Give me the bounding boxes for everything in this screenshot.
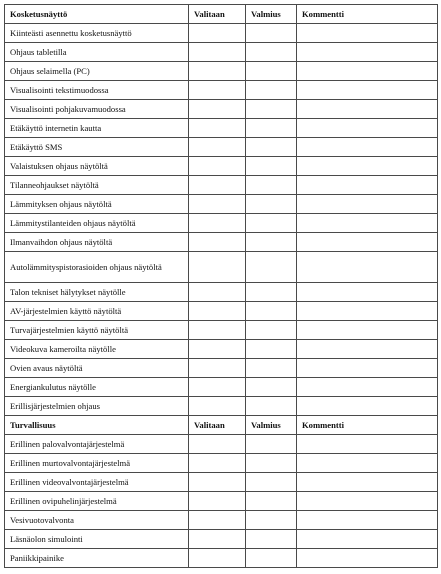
kommentti-cell[interactable] (297, 100, 438, 119)
valmius-cell[interactable] (246, 397, 297, 416)
feature-label-cell: Visualisointi pohjakuvamuodossa (5, 100, 189, 119)
valitaan-cell[interactable] (189, 62, 246, 81)
table-row (5, 195, 438, 214)
kommentti-cell[interactable] (297, 138, 438, 157)
valitaan-cell[interactable] (189, 176, 246, 195)
kommentti-cell[interactable] (297, 195, 438, 214)
valitaan-cell[interactable] (189, 397, 246, 416)
valmius-cell[interactable] (246, 195, 297, 214)
valitaan-cell[interactable] (189, 43, 246, 62)
valmius-cell[interactable] (246, 549, 297, 568)
table-row (5, 435, 438, 454)
valitaan-cell[interactable] (189, 138, 246, 157)
table-row (5, 157, 438, 176)
valmius-cell[interactable] (246, 302, 297, 321)
feature-label-cell: Kiinteästi asennettu kosketusnäyttö (5, 24, 189, 43)
feature-label-cell: Visualisointi tekstimuodossa (5, 81, 189, 100)
valmius-cell[interactable] (246, 138, 297, 157)
selection-form (4, 4, 437, 568)
valitaan-cell[interactable] (189, 302, 246, 321)
valitaan-cell[interactable] (189, 473, 246, 492)
table-row (5, 283, 438, 302)
valmius-cell[interactable] (246, 473, 297, 492)
feature-label-cell: Etäkäyttö SMS (5, 138, 189, 157)
kommentti-header-cell: Kommentti (297, 5, 438, 24)
valmius-cell[interactable] (246, 214, 297, 233)
table-row (5, 359, 438, 378)
section-title-cell: Turvallisuus (5, 416, 189, 435)
valitaan-cell[interactable] (189, 233, 246, 252)
valitaan-cell[interactable] (189, 511, 246, 530)
kommentti-cell[interactable] (297, 530, 438, 549)
table-row (5, 233, 438, 252)
feature-label-cell: Tilanneohjaukset näytöltä (5, 176, 189, 195)
feature-label-cell: Etäkäyttö internetin kautta (5, 119, 189, 138)
kommentti-cell[interactable] (297, 62, 438, 81)
section-header-row (5, 416, 438, 435)
table-row (5, 530, 438, 549)
feature-label-cell: Läsnäolon simulointi (5, 530, 189, 549)
feature-label-cell: Energiankulutus näytölle (5, 378, 189, 397)
valitaan-cell[interactable] (189, 195, 246, 214)
table-row (5, 492, 438, 511)
kommentti-cell[interactable] (297, 214, 438, 233)
feature-label-cell: Erillinen ovipuhelinjärjestelmä (5, 492, 189, 511)
valitaan-cell[interactable] (189, 252, 246, 283)
valmius-cell[interactable] (246, 492, 297, 511)
kommentti-cell[interactable] (297, 176, 438, 195)
valmius-cell[interactable] (246, 283, 297, 302)
kommentti-cell[interactable] (297, 473, 438, 492)
valmius-cell[interactable] (246, 81, 297, 100)
valitaan-header-cell: Valitaan (189, 416, 246, 435)
kommentti-cell[interactable] (297, 302, 438, 321)
table-row (5, 549, 438, 568)
feature-label-cell: Lämmityksen ohjaus näytöltä (5, 195, 189, 214)
table-row (5, 511, 438, 530)
valmius-cell[interactable] (246, 233, 297, 252)
feature-label-cell: Turvajärjestelmien käyttö näytöltä (5, 321, 189, 340)
valitaan-header-cell: Valitaan (189, 5, 246, 24)
valmius-header-cell: Valmius (246, 416, 297, 435)
valitaan-cell[interactable] (189, 549, 246, 568)
valitaan-cell[interactable] (189, 378, 246, 397)
table-row (5, 321, 438, 340)
table-row (5, 473, 438, 492)
table-row (5, 397, 438, 416)
kommentti-cell[interactable] (297, 340, 438, 359)
kommentti-cell[interactable] (297, 43, 438, 62)
table-row (5, 62, 438, 81)
valmius-cell[interactable] (246, 359, 297, 378)
valmius-cell[interactable] (246, 176, 297, 195)
feature-label-cell: Autolämmityspistorasioiden ohjaus näytöltä (5, 252, 189, 283)
table-row (5, 252, 438, 283)
valitaan-cell[interactable] (189, 214, 246, 233)
feature-label-cell: Videokuva kameroilta näytölle (5, 340, 189, 359)
kommentti-cell[interactable] (297, 359, 438, 378)
valmius-cell[interactable] (246, 24, 297, 43)
feature-label-cell: Ovien avaus näytöltä (5, 359, 189, 378)
table-row (5, 454, 438, 473)
kommentti-cell[interactable] (297, 454, 438, 473)
feature-label-cell: Paniikkipainike (5, 549, 189, 568)
kommentti-cell[interactable] (297, 397, 438, 416)
valmius-cell[interactable] (246, 454, 297, 473)
kommentti-cell[interactable] (297, 283, 438, 302)
feature-label-cell: Vesivuotovalvonta (5, 511, 189, 530)
table-row (5, 24, 438, 43)
selection-table-body (5, 5, 438, 568)
table-row (5, 302, 438, 321)
valitaan-cell[interactable] (189, 530, 246, 549)
table-row (5, 378, 438, 397)
kommentti-cell[interactable] (297, 378, 438, 397)
valitaan-cell[interactable] (189, 359, 246, 378)
valitaan-cell[interactable] (189, 24, 246, 43)
valmius-cell[interactable] (246, 530, 297, 549)
table-row (5, 100, 438, 119)
valitaan-cell[interactable] (189, 100, 246, 119)
feature-label-cell: Erillinen videovalvontajärjestelmä (5, 473, 189, 492)
section-title-cell: Kosketusnäyttö (5, 5, 189, 24)
valmius-cell[interactable] (246, 62, 297, 81)
kommentti-cell[interactable] (297, 435, 438, 454)
feature-label-cell: Erillisjärjestelmien ohjaus (5, 397, 189, 416)
table-row (5, 214, 438, 233)
feature-label-cell: Lämmitystilanteiden ohjaus näytöltä (5, 214, 189, 233)
valitaan-cell[interactable] (189, 340, 246, 359)
feature-label-cell: Talon tekniset hälytykset näytölle (5, 283, 189, 302)
kommentti-cell[interactable] (297, 81, 438, 100)
feature-label-cell: Ohjaus tabletilla (5, 43, 189, 62)
feature-label-cell: Erillinen murtovalvontajärjestelmä (5, 454, 189, 473)
valitaan-cell[interactable] (189, 321, 246, 340)
valitaan-cell[interactable] (189, 157, 246, 176)
feature-label-cell: Ohjaus selaimella (PC) (5, 62, 189, 81)
kommentti-cell[interactable] (297, 233, 438, 252)
valmius-cell[interactable] (246, 321, 297, 340)
kommentti-cell[interactable] (297, 549, 438, 568)
table-row (5, 176, 438, 195)
kommentti-cell[interactable] (297, 24, 438, 43)
valitaan-cell[interactable] (189, 81, 246, 100)
feature-label-cell: Erillinen palovalvontajärjestelmä (5, 435, 189, 454)
feature-label-cell: Ilmanvaihdon ohjaus näytöltä (5, 233, 189, 252)
valmius-cell[interactable] (246, 119, 297, 138)
kommentti-cell[interactable] (297, 157, 438, 176)
table-row (5, 138, 438, 157)
feature-label-cell: Valaistuksen ohjaus näytöltä (5, 157, 189, 176)
kommentti-header-cell: Kommentti (297, 416, 438, 435)
table-row (5, 119, 438, 138)
selection-table (4, 4, 438, 568)
section-header-row (5, 5, 438, 24)
valitaan-cell[interactable] (189, 119, 246, 138)
valitaan-cell[interactable] (189, 435, 246, 454)
kommentti-cell[interactable] (297, 511, 438, 530)
valmius-cell[interactable] (246, 100, 297, 119)
kommentti-cell[interactable] (297, 321, 438, 340)
valitaan-cell[interactable] (189, 454, 246, 473)
valmius-cell[interactable] (246, 435, 297, 454)
valmius-cell[interactable] (246, 43, 297, 62)
kommentti-cell[interactable] (297, 252, 438, 283)
valmius-header-cell: Valmius (246, 5, 297, 24)
valitaan-cell[interactable] (189, 283, 246, 302)
table-row (5, 81, 438, 100)
valmius-cell[interactable] (246, 511, 297, 530)
kommentti-cell[interactable] (297, 492, 438, 511)
valitaan-cell[interactable] (189, 492, 246, 511)
valmius-cell[interactable] (246, 340, 297, 359)
feature-label-cell: AV-järjestelmien käyttö näytöltä (5, 302, 189, 321)
valmius-cell[interactable] (246, 252, 297, 283)
valmius-cell[interactable] (246, 378, 297, 397)
table-row (5, 43, 438, 62)
table-row (5, 340, 438, 359)
kommentti-cell[interactable] (297, 119, 438, 138)
valmius-cell[interactable] (246, 157, 297, 176)
